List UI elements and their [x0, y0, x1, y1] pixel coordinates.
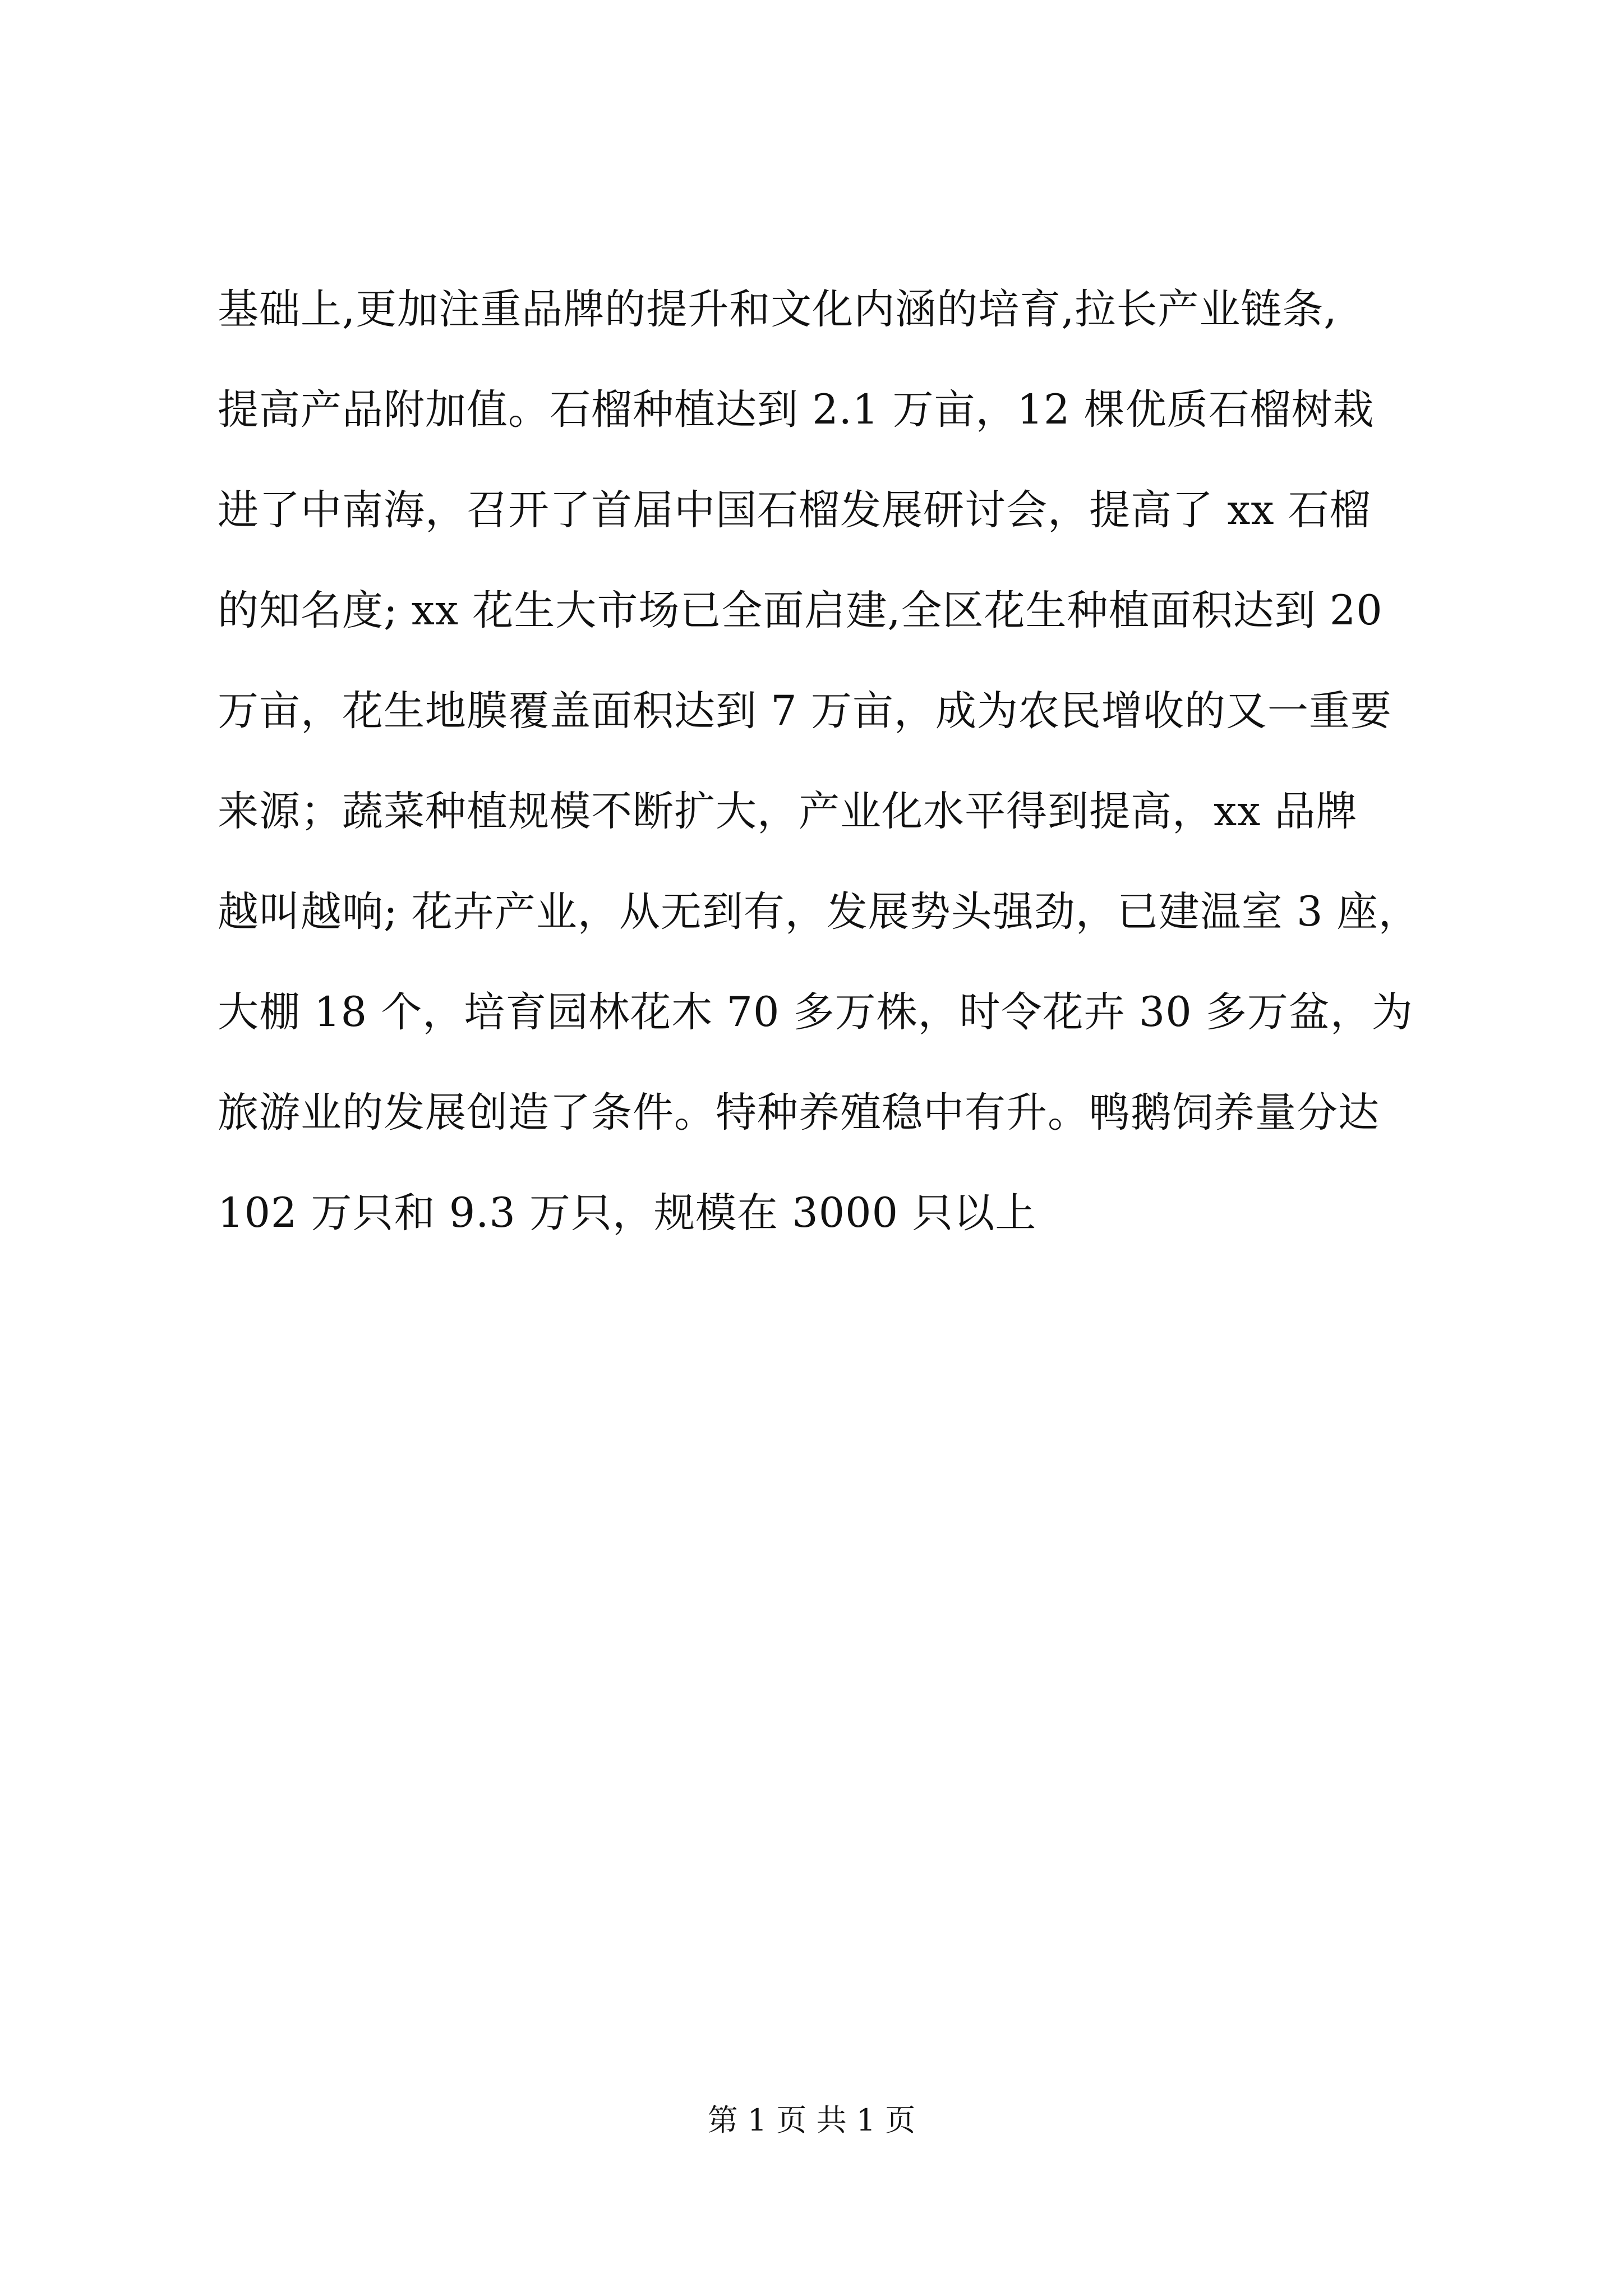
body-line: 万亩，花生地膜覆盖面积达到 7 万亩，成为农民增收的又一重要 — [218, 687, 1392, 735]
body-line: 的知名度; xx 花生大市场已全面启建,全区花生种植面积达到 20 — [218, 587, 1383, 634]
body-paragraph — [218, 259, 1429, 1263]
body-line: 越叫越响; 花卉产业，从无到有，发展势头强劲，已建温室 3 座， — [218, 888, 1420, 936]
body-line: 102 万只和 9.3 万只，规模在 3000 只以上 — [218, 1189, 1037, 1237]
body-line: 来源；蔬菜种植规模不断扩大，产业化水平得到提高，xx 品牌 — [218, 788, 1358, 835]
body-line: 基础上,更加注重品牌的提升和文化内涵的培育,拉长产业链条, — [218, 286, 1338, 333]
body-line: 旅游业的发展创造了条件。特种养殖稳中有升。鸭鹅饲养量分达 — [218, 1089, 1380, 1137]
body-line: 大棚 18 个，培育园林花木 70 多万株，时令花卉 30 多万盆，为 — [218, 988, 1413, 1036]
page-number-footer: 第 1 页 共 1 页 — [707, 2102, 916, 2138]
body-line: 进了中南海，召开了首届中国石榴发展研讨会，提高了 xx 石榴 — [218, 486, 1371, 534]
body-line: 提高产品附加值。石榴种植达到 2.1 万亩，12 棵优质石榴树栽 — [218, 386, 1375, 434]
